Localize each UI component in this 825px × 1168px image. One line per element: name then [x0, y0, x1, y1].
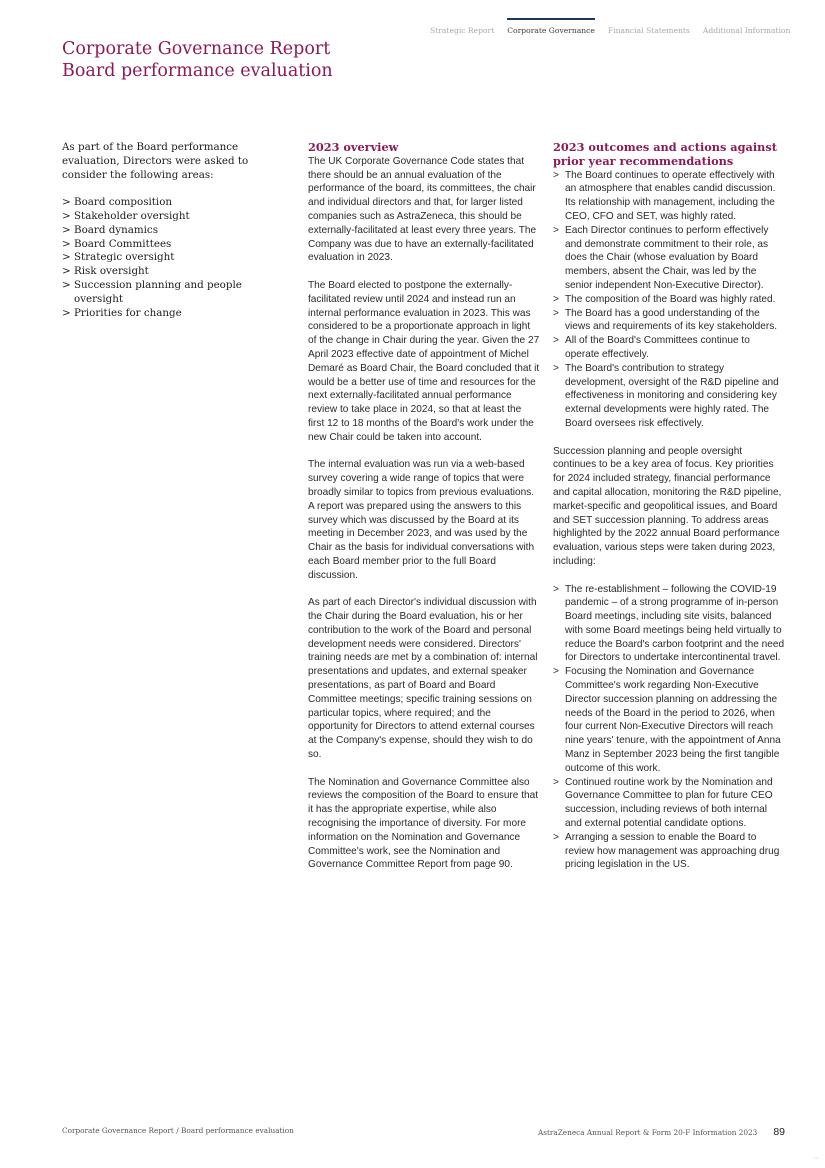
list-item: > The Board continues to operate effectively with an atmosphere that enables candid discussion. Its relationship with management, including the CEO, CFO and SET, was highly rated.: [553, 169, 785, 224]
footer-separator: /: [176, 1126, 179, 1135]
left-intro: As part of the Board performance evaluation, Directors were asked to consider the following areas:: [62, 141, 249, 181]
list-item: > All of the Board's Committees continue to operate effectively.: [553, 334, 785, 362]
page-subtitle: Board performance evaluation: [62, 61, 333, 81]
list-item: > Strategic oversight: [62, 251, 287, 265]
list-item: > Risk oversight: [62, 265, 287, 279]
footer-breadcrumb: [62, 1126, 294, 1138]
page-title: Corporate Governance Report: [62, 39, 331, 59]
nav-additional-information[interactable]: Additional Information: [702, 26, 791, 35]
list-item: > The Board's contribution to strategy development, oversight of the R&D pipeline and effectiveness in monitoring and considering key external developments were highly rated. The Board oversees risk effectively.: [553, 362, 785, 431]
outcomes-heading: 2023 outcomes and actions against prior year recommendations: [553, 140, 777, 168]
list-item: > Focusing the Nomination and Governance Committee's work regarding Non-Executive Director succession planning on addressing the needs of the Board in the period to 2026, when four current Non-Executive Directors will reach nine years' tenure, with the appointment of Anna Manz in September 2023 being the first tangible outcome of this work.: [553, 665, 785, 775]
list-item: > Continued routine work by the Nomination and Governance Committee to plan for future CEO succession, including reviews of both internal and external potential candidate options.: [553, 776, 785, 831]
list-item: > Each Director continues to perform effectively and demonstrate commitment to their role, as does the Chair (whose evaluation by Board members, absent the Chair, was led by the senior independent Non-Executive Director).: [553, 224, 785, 293]
list-item: > The composition of the Board was highly rated.: [553, 293, 785, 307]
corner-mark-icon: ⋯: [813, 1156, 819, 1162]
footer-page-title: Board performance evaluation: [180, 1126, 294, 1135]
footer-right: [538, 1126, 785, 1138]
steps-list: [553, 583, 785, 873]
paragraph: The internal evaluation was run via a web-based survey covering a wide range of topics that were broadly similar to topics from previous evaluations. A report was prepared using the answers to this survey which was discussed by the Board at its meeting in December 2023, and was used by the Chair as the basis for individual conversations with each Board member prior to the full Board discussion.: [308, 459, 535, 581]
section-nav: [430, 26, 790, 35]
list-item: > Priorities for change: [62, 307, 287, 321]
list-item: > The Board has a good understanding of the views and requirements of its key stakeholders.: [553, 307, 785, 335]
middle-column: [308, 141, 540, 886]
succession-paragraph: Succession planning and people oversight continues to be a key area of focus. Key priorities for 2024 included strategy, financial performance and capital allocation, monitoring the R&D pipeline, market-specific and geopolitical issues, and Board and SET succession planning. To address areas highlighted by the 2022 annual Board performance evaluation, various steps were taken during 2023, including:: [553, 445, 782, 567]
list-item: > Succession planning and people oversight: [62, 279, 287, 307]
list-item: > Board dynamics: [62, 224, 287, 238]
footer-publication: AstraZeneca Annual Report & Form 20-F Information 2023: [537, 1128, 758, 1137]
overview-heading: 2023 overview: [308, 140, 399, 154]
nav-financial-statements[interactable]: Financial Statements: [607, 26, 690, 35]
outcomes-list: [553, 169, 785, 431]
list-item: > Stakeholder oversight: [62, 210, 287, 224]
paragraph: The Nomination and Governance Committee also reviews the composition of the Board to ensure that it has the appropriate expertise, while also recognising the importance of diversity. For more information on the Nomination and Governance Committee's work, see the Nomination and Governance Committee Report from page 90.: [308, 776, 539, 871]
nav-strategic-report[interactable]: Strategic Report: [430, 26, 495, 35]
list-item: > Board Committees: [62, 238, 287, 252]
nav-corporate-governance[interactable]: Corporate Governance: [507, 26, 595, 35]
evaluation-areas-list: [62, 196, 287, 320]
right-column: [553, 141, 785, 886]
footer-section: Corporate Governance Report: [62, 1126, 174, 1135]
list-item: > The re-establishment – following the COVID-19 pandemic – of a strong programme of in-person Board meetings, including site visits, balanced with some Board meetings being held virtually to reduce the Board's carbon footprint and the need for Directors to undertake intercontinental travel.: [553, 583, 785, 666]
page-footer: [62, 1126, 785, 1138]
list-item: > Arranging a session to enable the Board to review how management was approaching drug pricing legislation in the US.: [553, 831, 785, 872]
left-column: [62, 141, 287, 334]
list-item: > Board composition: [62, 196, 287, 210]
paragraph: As part of each Director's individual discussion with the Chair during the Board evaluation, his or her contribution to the work of the Board and personal development needs were considered. Directors' training needs are met by a combination of: internal presentations and updates, and external speaker presentations, as part of Board and Board Committee meetings; specific training sessions on particular topics, where required; and the opportunity for Directors to attend external courses at the Company's expense, should they wish to do so.: [308, 597, 538, 761]
paragraph: The Board elected to postpone the externally-facilitated review until 2024 and instead run an internal performance evaluation in 2023. This was considered to be a proportionate approach in light of the change in Chair during the year. Given the 27 April 2023 effective date of appointment of Michel Demaré as Board Chair, the Board concluded that it would be a better use of time and resources for the next externally-facilitated annual performance review to take place in 2024, so that at least the first 12 to 18 months of the Board's work under the new Chair could be taken into account.: [308, 279, 540, 443]
page-number: 89: [773, 1126, 785, 1138]
paragraph: The UK Corporate Governance Code states that there should be an annual evaluation of the performance of the board, its committees, the chair and individual directors and that, for larger listed companies such as AstraZeneca, this should be externally-facilitated at least every three years. The Company was due to have an externally-facilitated evaluation in 2023.: [308, 155, 537, 264]
page-title-block: [62, 38, 333, 82]
